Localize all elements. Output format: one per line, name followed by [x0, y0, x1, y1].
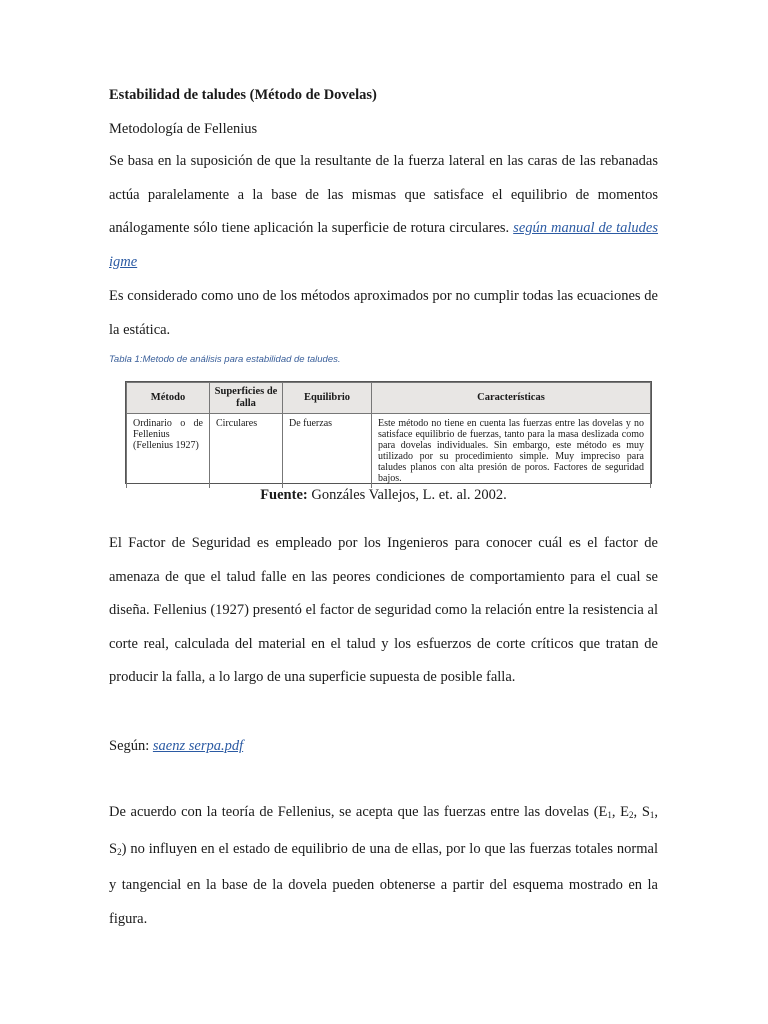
paragraph-4-sep-3: , S — [109, 804, 659, 857]
cell-metodo: Ordinario o de Fellenius (Fellenius 1927) — [127, 414, 210, 489]
subscript-e2: 2 — [629, 810, 634, 820]
subscript-s2: 2 — [117, 846, 122, 857]
paragraph-fellenius-theory — [109, 796, 658, 936]
paragraph-1-text: Se basa en la suposición de que la resultante de la fuerza lateral en las caras de las rebanadas actúa paralelamente a la base de las mismas que satisface el equilibrio de momentos análogamente sólo tiene aplicación la superficie de rotura circulares. — [109, 153, 658, 236]
paragraph-4-text-b: ) no influyen en el estado de equilibrio de una de ellas, por lo que las fuerzas totales normal y tangencial en la base de la dovela pueden obtenerse a partir del esquema mostrado en la figura. — [109, 840, 658, 927]
table-caption: Tabla 1:Metodo de análisis para estabilidad de taludes. — [109, 354, 341, 365]
methods-table-figure — [125, 381, 652, 484]
paragraph-4-sep-2: , S — [633, 804, 650, 820]
paragraph-safety-factor: El Factor de Seguridad es empleado por los Ingenieros para conocer cuál es el factor de amenaza de que el talud falle en las peores condiciones de comportamiento para el cual se diseña. Fellenius (1927) presentó el factor de seguridad como la relación entre la resistencia al corte real, calculada del material en el talud y los esfuerzos de corte críticos que tratan de producir la falla, a lo largo de una superficie supuesta de posible falla. — [109, 535, 658, 685]
subscript-s1: 1 — [649, 810, 655, 820]
source-label: Fuente: — [260, 487, 308, 503]
document-title: Estabilidad de taludes (Método de Dovelas) — [109, 87, 377, 103]
header-equilibrio: Equilibrio — [283, 383, 372, 414]
header-metodo: Método — [127, 383, 210, 414]
paragraph-fellenius-basis — [109, 145, 658, 279]
saenz-serpa-link[interactable]: saenz serpa.pdf — [152, 738, 244, 754]
section-subtitle: Metodología de Fellenius — [109, 121, 258, 137]
cell-equilibrio: De fuerzas — [283, 414, 372, 489]
table-source — [109, 486, 658, 504]
cell-superficies: Circulares — [210, 414, 283, 489]
header-superficies: Superficies de falla — [210, 383, 283, 414]
segun-reference — [109, 736, 243, 756]
subscript-e1: 1 — [607, 810, 612, 820]
cell-caracteristicas: Este método no tiene en cuenta las fuerzas entre las dovelas y no satisface equilibrio de fuerzas, tanto para la masa deslizada como para dovelas individuales. Sin embargo, este método es muy utilizado por su procedimiento simple. Muy impreciso para taludes planos con alta presión de poros. Factores de seguridad bajos. — [372, 414, 651, 489]
paragraph-4-text-a: De acuerdo con la teoría de Fellenius, se acepta que las fuerzas entre las dovelas (E — [109, 804, 608, 820]
paragraph-4-sep-1: , E — [611, 804, 630, 820]
table-row — [127, 414, 651, 489]
methods-table — [126, 382, 651, 488]
segun-label: Según: — [109, 738, 150, 754]
igme-manual-link[interactable]: según manual de taludes igme — [109, 220, 659, 270]
source-text: Gonzáles Vallejos, L. et. al. 2002. — [311, 487, 507, 503]
header-caracteristicas: Características — [372, 383, 651, 414]
table-header-row — [127, 383, 651, 414]
paragraph-approximate-method: Es considerado como uno de los métodos aproximados por no cumplir todas las ecuaciones de la estática. — [109, 288, 658, 338]
